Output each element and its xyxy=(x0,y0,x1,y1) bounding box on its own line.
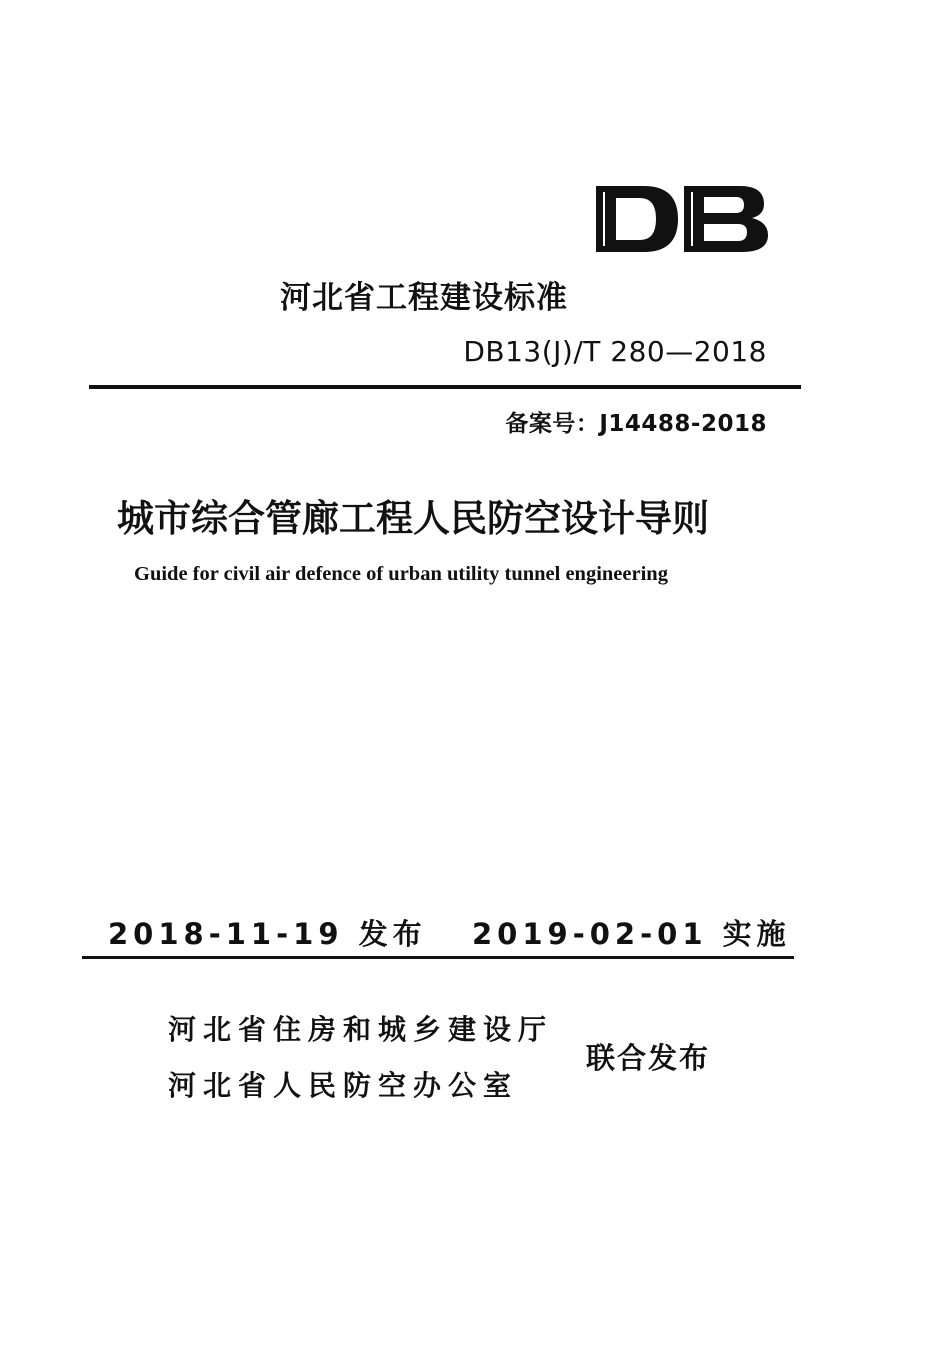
issuer-civil-air-defence-office: 河北省人民防空办公室 xyxy=(168,1069,519,1102)
issue-date: 2018-11-19 发布 xyxy=(108,917,427,951)
standard-category: 河北省工程建设标准 xyxy=(280,280,568,316)
top-divider xyxy=(89,385,801,389)
title-english: Guide for civil air defence of urban utility tunnel engineering xyxy=(134,563,668,585)
issuer-housing-department: 河北省住房和城乡建设厅 xyxy=(168,1013,554,1046)
title-chinese: 城市综合管廊工程人民防空设计导则 xyxy=(117,496,709,540)
record-number: 备案号：J14488-2018 xyxy=(505,411,767,437)
implementation-date: 2019-02-01 实施 xyxy=(472,917,791,951)
standard-number: DB13(J)/T 280—2018 xyxy=(463,335,767,368)
bottom-divider xyxy=(82,956,794,959)
joint-release-label: 联合发布 xyxy=(586,1041,711,1075)
db-logo xyxy=(592,180,770,258)
